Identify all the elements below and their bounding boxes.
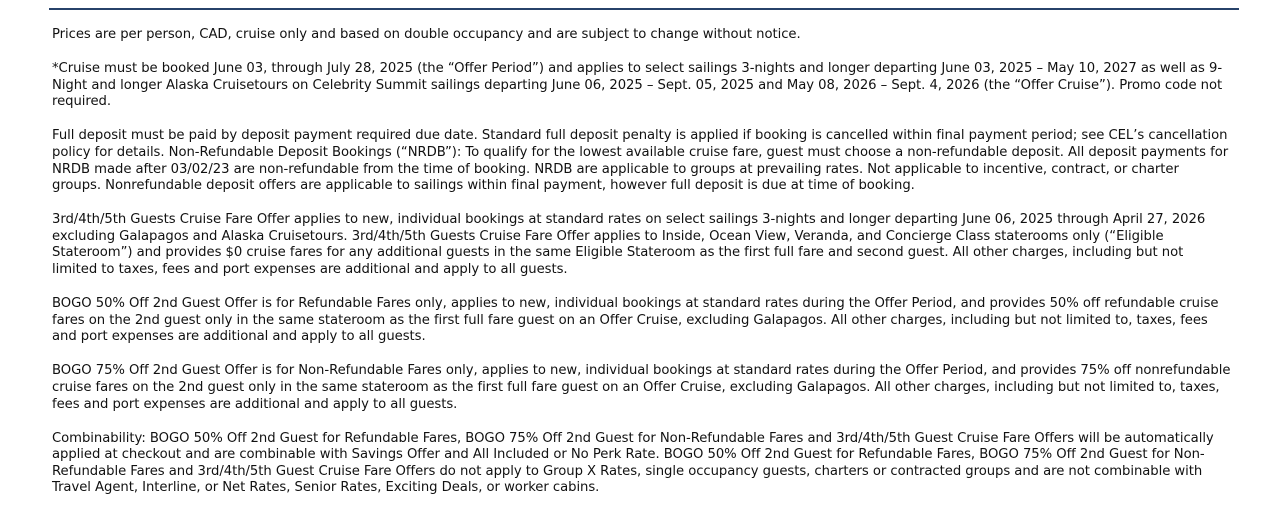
top-divider xyxy=(49,8,1239,10)
bogo-50-offer-terms: BOGO 50% Off 2nd Guest Offer is for Refundable Fares only, applies to new, individual bookings at standard rates during the Offer Period, and provides 50% off refundable cruise fares on the 2nd guest only in the same stateroom as the first full fare guest on an Offer Cruise, excluding Galapagos. All other charges, including but not limited to, taxes, fees and port expenses are additional and apply to all guests. xyxy=(52,296,1219,345)
additional-guests-offer-terms: 3rd/4th/5th Guests Cruise Fare Offer applies to new, individual bookings at standard rates on select sailings 3-nights and longer departing June 06, 2025 through April 27, 2026 excluding Galapagos and Alaska Cruisetours. 3rd/4th/5th Guests Cruise Fare Offer applies to Inside, Ocean View, Veranda, and Concierge Class staterooms only (“Eligible Stateroom”) and provides $0 cruise fares for any additional guests in the same Eligible Stateroom as the first full fare and second guest. All other charges, including but not limited to taxes, fees and port expenses are additional and apply to all guests. xyxy=(52,212,1206,278)
offer-period-terms: *Cruise must be booked June 03, through July 28, 2025 (the “Offer Period”) and applies to select sailings 3-nights and longer departing June 03, 2025 – May 10, 2027 as well as 9-Night and longer Alaska Cruisetours on Celebrity Summit sailings departing June 06, 2025 – Sept. 05, 2025 and May 08, 2026 – Sept. 4, 2026 (the “Offer Cruise”). Promo code not required. xyxy=(52,61,1223,110)
deposit-terms: Full deposit must be paid by deposit payment required due date. Standard full deposit penalty is applied if booking is cancelled within final payment period; see CEL’s cancellation policy for details. Non-Refundable Deposit Bookings (“NRDB”): To qualify for the lowest available cruise fare, guest must choose a non-refundable deposit. All deposit payments for NRDB made after 03/02/23 are non-refundable from the time of booking. NRDB are applicable to groups at prevailing rates. Not applicable to incentive, contract, or charter groups. Nonrefundable deposit offers are applicable to sailings within final payment, however full deposit is due at time of booking. xyxy=(52,128,1229,194)
bogo-75-offer-terms: BOGO 75% Off 2nd Guest Offer is for Non-Refundable Fares only, applies to new, individual bookings at standard rates during the Offer Period, and provides 75% off nonrefundable cruise fares on the 2nd guest only in the same stateroom as the first full fare guest on an Offer Cruise, excluding Galapagos. All other charges, including but not limited to, taxes, fees and port expenses are additional and apply to all guests. xyxy=(52,363,1231,412)
pricing-disclaimer: Prices are per person, CAD, cruise only and based on double occupancy and are subject to change without notice. xyxy=(52,27,801,42)
combinability-terms: Combinability: BOGO 50% Off 2nd Guest for Refundable Fares, BOGO 75% Off 2nd Guest for Non-Refundable Fares and 3rd/4th/5th Guest Cruise Fare Offers will be automatically applied at checkout and are combinable with Savings Offer and All Included or No Perk Rate. BOGO 50% Off 2nd Guest for Refundable Fares, BOGO 75% Off 2nd Guest for Non-Refundable Fares and 3rd/4th/5th Guest Cruise Fare Offers do not apply to Group X Rates, single occupancy guests, charters or contracted groups and are not combinable with Travel Agent, Interline, or Net Rates, Senior Rates, Exciting Deals, or worker cabins. xyxy=(52,430,1214,496)
terms-and-conditions xyxy=(52,27,1232,497)
